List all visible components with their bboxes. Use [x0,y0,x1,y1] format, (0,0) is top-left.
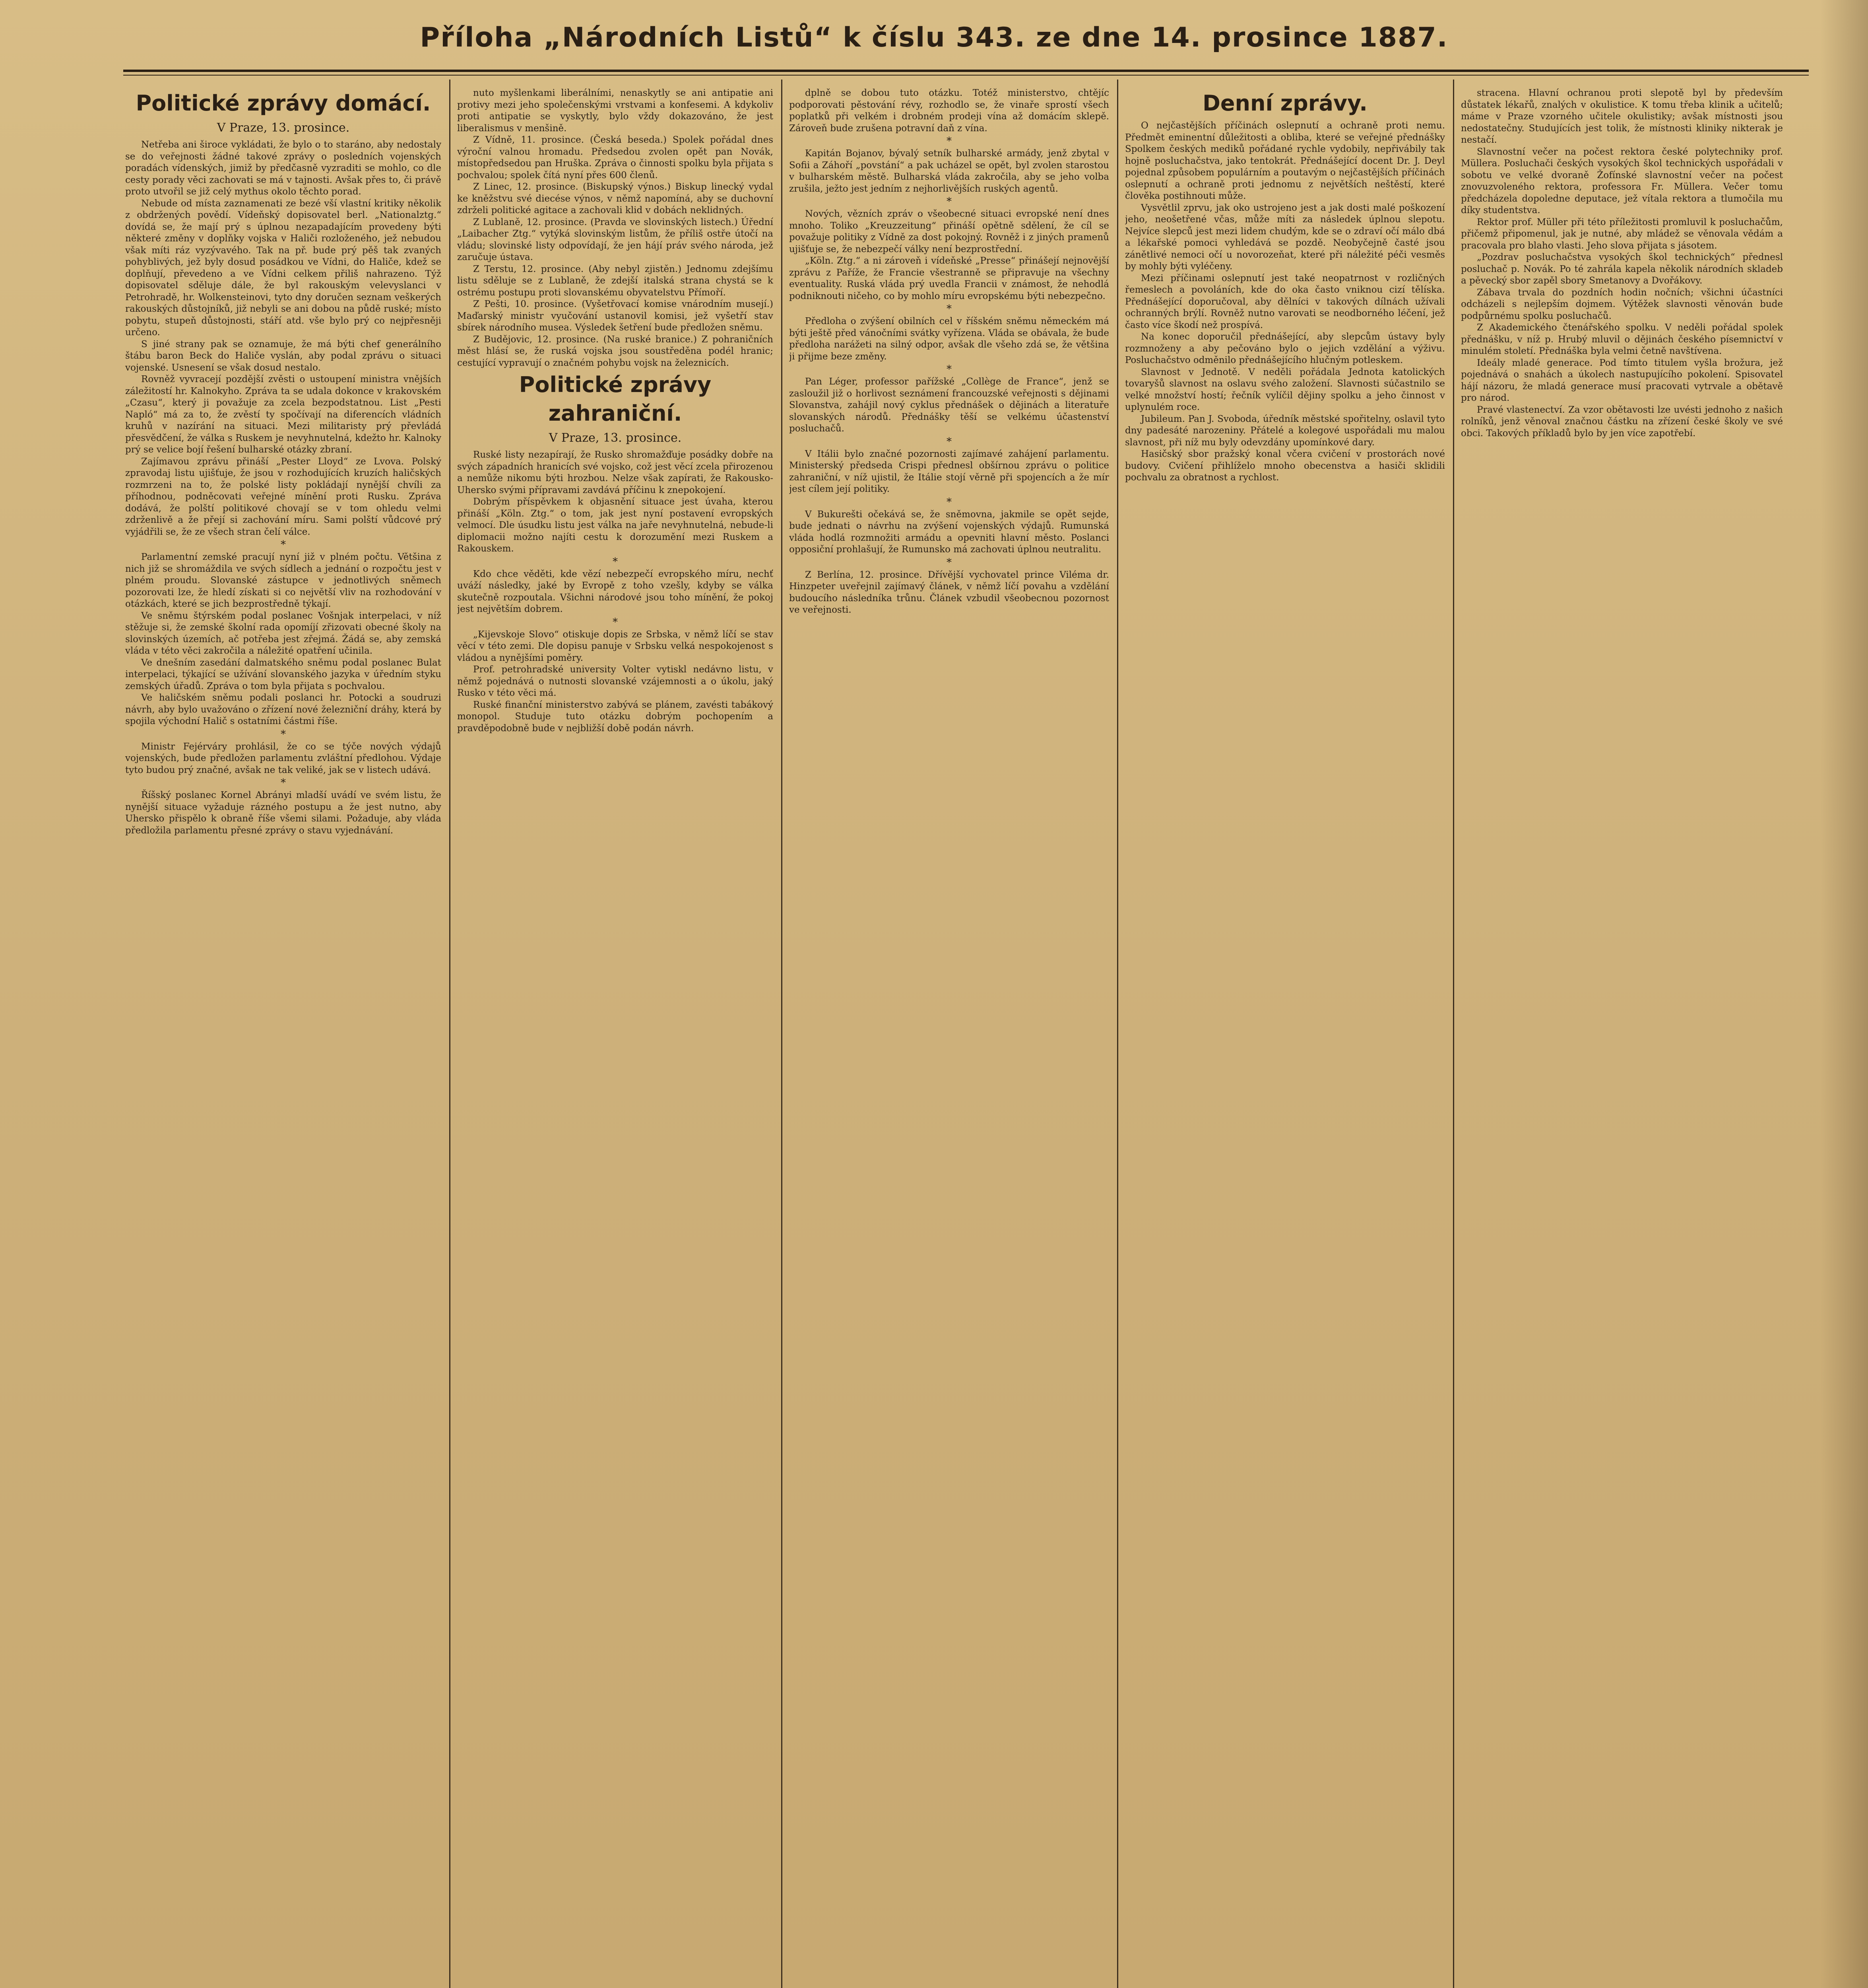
article-paragraph: Z Akademického čtenářského spolku. V neděli pořádal spolek přednášku, v níž p. Hrubý mluvil o dějinách českého písemnictví v minulém století. Přednáška byla velmi četně navštívena. [1461,322,1783,356]
article-paragraph: Z Budějovic, 12. prosince. (Na ruské branice.) Z pohraničních měst hlásí se, že ruská vojska jsou soustředěna podél hranic; cestující vypravují o značném pohybu vojsk na železnicích. [457,334,773,368]
article-paragraph: „Kijevskoje Slovo“ otiskuje dopis ze Srbska, v němž líčí se stav věcí v této zemi. Dle dopisu panuje v Srbsku velká nespokojenost s vládou a nynějšími poměry. [457,629,773,663]
page-masthead: Příloha „Národních Listů“ k číslu 343. ze dne 14. prosince 1887. [420,22,1448,53]
article-paragraph: Kapitán Bojanov, bývalý setník bulharské armády, jenž zbytal v Sofii a Záhoří „povstání“ a pak ucházel se opět, byl zvolen starostou v bulharském městě. Bulharská vláda zakročila, aby se jeho volba zrušila, ježto jest jedním z nejhorlivějších ruských agentů. [789,148,1109,194]
article-paragraph: stracena. Hlavní ochranou proti slepotě byl by především důstatek lékařů, znalých v okulistice. K tomu třeba klinik a učitelů; máme v Praze vzorného učitele okulistiky; avšak místnosti jsou nedostatečny. Studujících jest tolik, že místnosti kliniky nikterak je nestačí. [1461,88,1783,145]
article-paragraph: O nejčastějších příčinách oslepnutí a ochraně proti nemu. Předmět eminentní důležitosti a obliba, které se veřejné přednášky Spolkem českých mediků pořádané rychle vydobily, nepřivábily tak hojně posluchačstva, jako tentokrát. Přednášející docent Dr. J. Deyl pojednal způsobem populárním a poutavým o nejčastějších příčinách oslepnutí a ochraně proti jednomu z největších neštěstí, které člověka postihnouti může. [1125,120,1445,201]
section-separator: * [613,555,618,568]
article-paragraph: Rektor prof. Müller při této příležitosti promluvil k posluchačům, přičemž připomenul, jak je nutné, aby mládež se věnovala vědám a pracovala pro blaho vlasti. Jeho slova přijata s jásotem. [1461,217,1783,251]
article-paragraph: Zábava trvala do pozdních hodin nočních; všichni účastníci odcházeli s nejlepším dojmem. Výtěžek slavnosti věnován bude podpůrnému spolku posluchačů. [1461,287,1783,321]
section-heading: Politické zprávy domácí. [136,91,431,116]
article-paragraph: Pravé vlastenectví. Za vzor obětavosti lze uvésti jednoho z našich rolníků, jenž věnoval značnou částku na zřízení české školy ve své obci. Takových příkladů bylo by jen více zapotřebí. [1461,404,1783,439]
article-paragraph: dplně se dobou tuto otázku. Totéž ministerstvo, chtějíc podporovati pěstování révy, rozhodlo se, že vinaře sprostí všech poplatků při velkém i drobném prodeji vína až domácím sklepě. Zároveň bude zrušena potravní daň z vína. [789,88,1109,134]
column-daily-news-continued [1461,87,1783,1988]
article-paragraph: Slavnostní večer na počest rektora české polytechniky prof. Müllera. Posluchači českých vysokých škol technických uspořádali v sobotu ve velké dvoraně Žofínské slavnostní večer na počest znovuzvoleného rektora, professora Fr. Müllera. Večer tomu předcházela dopoledne deputace, jež vítala rektora a tlumočila mu díky studentstva. [1461,146,1783,215]
article-paragraph: Nových, vězních zpráv o všeobecné situaci evropské není dnes mnoho. Toliko „Kreuzzeitung“ přináší opětně sdělení, že cíl se považuje politiky z Vídně za dost pokojný. Rovněž i z jiných pramenů ujišťuje se, že nebezpečí války není bezprostřední. [789,209,1109,254]
article-paragraph: Nebude od místa zaznamenati ze bezé vší vlastní kritiky několik z obdržených povědí. Vídeňský dopisovatel berl. „Nationalztg.“ dovídá se, že mají prý s úplnou nezapadajícím provedeny býti některé změny v doplňky vojska v Haliči rozloženého, jež nebudou však míti ráz vyzývavého. Tak na př. bude prý pěš tak zvaných pohyblivých, jež byly dosud posádkou ve Vídni, do Haliče, kdež se doplňují, převedeno a ve Vídni celkem přiliš nahrazeno. Týž dopisovatel sděluje dále, že byl rakouským velevyslanci v Petrohradě, hr. Wolkensteinovi, tyto dny doručen seznam veškerých rakouských důstojníků, již nebyli se ani dobou na půdě ruské; místo pobytu, stupeň důstojnosti, stáří atd. vše bylo prý co nejpřesněji určeno. [125,198,441,338]
dateline: V Praze, 13. prosince. [549,431,682,445]
article-paragraph: Dobrým příspěvkem k objasnění situace jest úvaha, kterou přináší „Köln. Ztg.“ o tom, jak jest nyní postavení evropských velmocí. Dle úsudku listu jest válka na jaře nevyhnutelná, nebude-li diplomacii možno najíti cestu k dorozumění mezi Ruskem a Rakouskem. [457,497,773,554]
section-separator: * [281,728,286,740]
article-paragraph: Říšský poslanec Kornel Abrányi mladší uvádí ve svém listu, že nynější situace vyžaduje rázného postupu a že jest nutno, aby Uhersko přispělo k obraně říše všemi silami. Požaduje, aby vláda předložila parlamentu přesné zprávy o stavu vyjednávání. [125,790,441,836]
article-paragraph: Hasičský sbor pražský konal včera cvičení v prostorách nové budovy. Cvičení přihlíželo mnoho obecenstva a hasiči sklidili pochvalu za obratnost a rychlost. [1125,449,1445,483]
article-paragraph: Z Terstu, 12. prosince. (Aby nebyl zjistěn.) Jednomu zdejšímu listu sděluje se z Lublaně, že zdejší italská strana chystá se k ostrému postupu proti slovanskému obyvatelstvu Přímoří. [457,264,773,298]
article-paragraph: Z Linec, 12. prosince. (Biskupský výnos.) Biskup linecký vydal ke kněžstvu své diecése výnos, v němž napomíná, aby se duchovní zdrželi politické agitace a zachovali klid v dobách neklidných. [457,182,773,215]
section-separator: * [947,303,952,315]
section-separator: * [947,363,952,375]
article-paragraph: Prof. petrohradské university Volter vytiskl nedávno listu, v němž pojednává o nutnosti slovanské vzájemnosti a o úkolu, jaký Rusko v této věci má. [457,664,773,698]
article-paragraph: Kdo chce věděti, kde vězí nebezpečí evropského míru, nechť uváží následky, jaké by Evropě z toho vzešly, kdyby se válka skutečně rozpoutala. Všichni národové jsou toho mínění, že pokoj jest největším dobrem. [457,569,773,614]
article-paragraph: Vysvětlil zprvu, jak oko ustrojeno jest a jak dosti malé poškození jeho, neošetřené včas, může míti za následek úplnou slepotu. Nejvíce slepců jest mezi lidem chudým, kde se o zdraví očí málo dbá a lékařské pomoci vyhledává se pozdě. Neobyčejně časté jsou zánětlivé nemoci očí u novorozeňat, které při náležité péči vesměs by mohly býti vyléčeny. [1125,202,1445,272]
section-separator: * [947,435,952,448]
column-daily-news [1125,87,1445,1988]
article-paragraph: Netřeba ani široce vykládati, že bylo o to staráno, aby nedostaly se do veřejnosti žádné takové zprávy o posledních vojenských poradách vídenských, jimiž by předčasně vyzraditi se mohlo, co dle cesty porady věci zachovati se má v tajnosti. Avšak přes to, či právě proto utvořil se již celý mythus okolo těchto porad. [125,140,441,197]
article-paragraph: Z Lublaně, 12. prosince. (Pravda ve slovinských listech.) Úřední „Laibacher Ztg.“ vytýká slovinským listům, že příliš ostře útočí na vládu; slovinské listy odpovídají, že jen hájí práv svého národa, jež zaručuje ústava. [457,217,773,262]
section-separator: * [947,196,952,208]
column-divider [1453,80,1454,1988]
article-paragraph: Na konec doporučil přednášející, aby slepcům ústavy byly rozmnoženy a aby pečováno bylo o jejich vzdělání a výživu. Posluchačstvo odměnilo přednášejícího hlučným potleskem. [1125,332,1445,365]
article-paragraph: Ruské listy nezapírají, že Rusko shromažďuje posádky dobře na svých západních hranicích své vojsko, což jest věcí zcela přirozenou a nemůže nikomu býti hrozbou. Nelze však zapírati, že Rakousko-Uhersko svými přípravami zavdává příčinu k znepokojení. [457,450,773,495]
article-paragraph: Ministr Fejérváry prohlásil, že co se týče nových výdajů vojenských, bude předložen parlamentu zvláštní předlohou. Výdaje tyto budou prý značné, avšak ne tak veliké, jak se v listech udává. [125,741,441,775]
column-divider [449,80,450,1988]
masthead-rule-thin [123,75,1809,76]
column-domestic-politics [125,87,441,1988]
article-paragraph: V Bukurešti očekává se, že sněmovna, jakmile se opět sejde, bude jednati o návrhu na zvýšení vojenských výdajů. Rumunská vláda hodlá rozmnožiti armádu a opevniti hlavní město. Poslanci opposiční prohlašují, že Rumunsko má zachovati úplnou neutralitu. [789,509,1109,555]
article-paragraph: Z Berlína, 12. prosince. Dřívější vychovatel prince Viléma dr. Hinzpeter uveřejnil zajímavý článek, v němž líčí povahu a vzdělání budoucího následníka trůnu. Článek vzbudil všeobecnou pozornost ve veřejnosti. [789,569,1109,615]
article-paragraph: Zajímavou zprávu přináší „Pester Lloyd“ ze Lvova. Polský zpravodaj listu ujišťuje, že jsou v rozhodujících kruzích haličských rozmrzeni na to, že polské listy pokládají nynější chvíli za příhodnou, podněcovati veřejné mínění proti Rusku. Zpráva dodává, že polští politikové chovají se v tom ohledu velmi zdrženlivě a že přejí si zachování míru. Sami polští vůdcové prý vyjádřili se, že ze všech stran čelí válce. [125,456,441,537]
article-paragraph: „Pozdrav posluchačstva vysokých škol technických“ přednesl posluchač p. Novák. Po té zahrála kapela několik národních skladeb a pěvecký sbor zapěl sbory Smetanovy a Dvořákovy. [1461,252,1783,286]
article-paragraph: V Itálii bylo značné pozornosti zajímavé zahájení parlamentu. Ministerský předseda Crispi přednesl obšírnou zprávu o politice zahraniční, v níž ujistil, že Itálie stojí věrně při spojencích a že mír jest cílem její politiky. [789,448,1109,494]
column-divider [781,80,782,1988]
article-paragraph: Jubileum. Pan J. Svoboda, úředník městské spořitelny, oslavil tyto dny padesáté narozeniny. Přátelé a kolegové uspořádali mu malou slavnost, při níž mu byly odevzdány upomínkové dary. [1125,414,1445,448]
article-paragraph: Z Pešti, 10. prosince. (Vyšetřovací komise vnárodním musejí.) Maďarský ministr vyučování ustanovil komisi, jež vyšetří stav sbírek národního musea. Výsledek šetření bude předložen sněmu. [457,299,773,333]
section-heading: Politické zprávy zahraniční. [519,372,712,426]
article-paragraph: Ve dnešním zasedání dalmatského sněmu podal poslanec Bulat interpelaci, týkající se užívání slovanského jazyka v úředním styku zemských úřadů. Zpráva o tom byla přijata s pochvalou. [125,657,441,691]
article-paragraph: „Köln. Ztg.“ a ni zároveň i vídeňské „Presse“ přinášejí nejnovější zprávu z Paříže, že Francie všestranně se připravuje na všechny eventuality. Ruská vláda prý uvedla Francii v známost, že nehodlá podniknouti ničeho, co by mohlo míru evropskému býti nebezpečno. [789,256,1109,301]
section-separator: * [947,556,952,569]
section-separator: * [947,496,952,508]
article-paragraph: Ideály mladé generace. Pod tímto titulem vyšla brožura, jež pojednává o snahách a úkolech nastupujícího pokolení. Spisovatel hájí názoru, že mladá generace musí pracovati vytrvale a obětavě pro národ. [1461,357,1783,403]
section-heading: Denní zprávy. [1203,91,1368,116]
dateline: V Praze, 13. prosince. [217,121,350,135]
article-paragraph: S jiné strany pak se oznamuje, že má býti chef generálního štábu baron Beck do Haliče vyslán, aby podal zprávu o situaci vojenské. Usnesení se však dosud nestalo. [125,339,441,373]
article-paragraph: Rovněž vyvracejí pozdější zvěsti o ustoupení ministra vnějších záležitostí hr. Kalnokyho. Zpráva ta se udala dokonce v krakovském „Czasu“, který ji považuje za zcela bezpodstatnou. List „Pesti Napló“ má za to, že zvěstí ty spočívají na diferencích vládních kruhů v nazírání na situaci. Mezi militaristy prý převládá přesvědčení, že válka s Ruskem je nevyhnutelná, kdežto hr. Kalnoky prý se velice bojí řešení bulharské otázky zbraní. [125,374,441,455]
article-paragraph: Ve haličském sněmu podali poslanci hr. Potocki a soudruzi návrh, aby bylo uvažováno o zřízení nové železniční dráhy, která by spojila východní Halič s ostatními částmi říše. [125,693,441,726]
column-foreign-politics [457,87,773,1988]
article-paragraph: Mezi příčinami oslepnutí jest také neopatrnost v rozličných řemeslech a povoláních, kde do oka často vniknou cizí tělíska. Přednášející doporučoval, aby dělníci v takových dílnách užívali ochranných brýlí. Rovněž nutno varovati se neodborného léčení, jež často více škodí než prospívá. [1125,273,1445,330]
section-separator: * [281,539,286,551]
column-foreign-news [789,87,1109,1988]
column-divider [1117,80,1118,1988]
section-separator: * [613,616,618,628]
article-paragraph: Ruské finanční ministerstvo zabývá se plánem, zavésti tabákový monopol. Studuje tuto otázku dobrým pochopením a pravděpodobně bude v nejbližší době podán návrh. [457,699,773,734]
article-paragraph: nuto myšlenkami liberálními, nenaskytly se ani antipatie ani protivy mezi jeho společenskými vrstvami a konfesemi. A kdykoliv proti antipatie se vyskytly, bylo vždy dokazováno, že jest liberalismus v menšině. [457,88,773,134]
article-paragraph: Ve sněmu štýrském podal poslanec Vošnjak interpelaci, v níž stěžuje si, že zemské školní rada opomíjí zřizovati obecné školy na slovinských územích, ač potřeba jest zřejmá. Žádá se, aby zemská vláda v této věci zakročila a náležité opatření učinila. [125,610,441,656]
masthead-rule [123,70,1809,72]
article-paragraph: Pan Léger, professor pařížské „Collège de France“, jenž se zasloužil již o horlivost seznámení francouzské veřejnosti s dějinami Slovanstva, zahájil nový cyklus přednášek o dějinách a literatuře slovanských národů. Přednášky těší se velkému účastenství posluchačů. [789,377,1109,434]
article-paragraph: Předloha o zvýšení obilních cel v říšském sněmu německém má býti ještě před vánočními svátky vyřízena. Vláda se obávala, že bude předloha narážeti na silný odpor, avšak dle všeho zdá se, že většina ji přijme beze změny. [789,316,1109,362]
article-paragraph: Slavnost v Jednotě. V neděli pořádala Jednota katolických tovaryšů slavnost na oslavu svého založení. Slavnosti súčastnilo se velké množství hostí; řečník vylíčil dějiny spolku a jeho činnost v uplynulém roce. [1125,367,1445,412]
section-separator: * [947,135,952,147]
article-paragraph: Z Vídně, 11. prosince. (Česká beseda.) Spolek pořádal dnes výroční valnou hromadu. Předsedou zvolen opět pan Novák, místopředsedou pan Hruška. Zpráva o činnosti spolku byla přijata s pochvalou; spolek čítá nyní přes 600 členů. [457,135,773,181]
article-paragraph: Parlamentní zemské pracují nyní již v plném počtu. Většina z nich již se shromáždila ve svých sídlech a jednání o rozpočtu jest v plném proudu. Slovanské zástupce v jednotlivých sněmech pozorovati lze, že hledí získati si co největší vliv na rozhodování v otázkách, které se jich bezprostředně týkají. [125,552,441,609]
section-separator: * [281,777,286,789]
